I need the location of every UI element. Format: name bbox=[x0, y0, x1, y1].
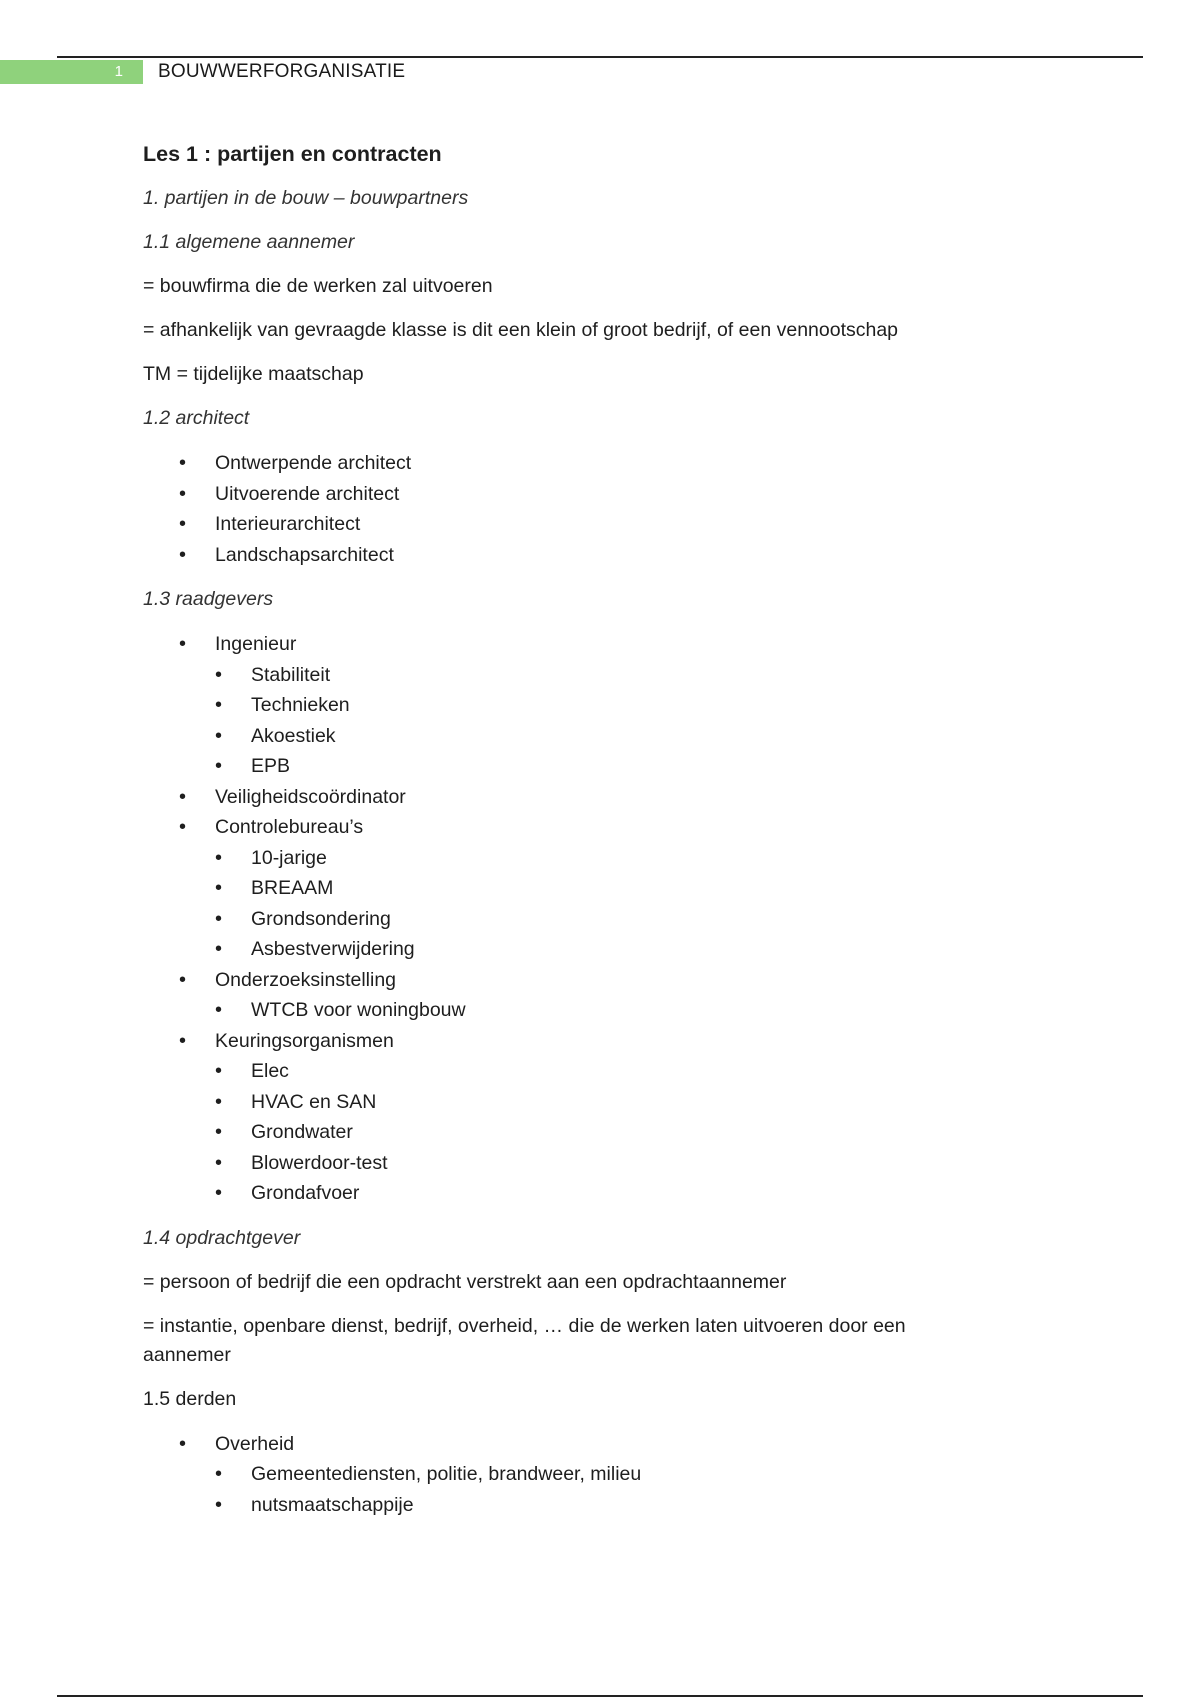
derden-list bbox=[143, 1429, 973, 1521]
sub-list-item: • Grondafvoer bbox=[215, 1178, 973, 1209]
section-heading: 1. partijen in de bouw – bouwpartners bbox=[143, 187, 469, 209]
page-number: 1 bbox=[114, 63, 123, 80]
list-item bbox=[143, 812, 973, 965]
sub-list-item: • Elec bbox=[215, 1056, 973, 1087]
list-item bbox=[143, 965, 973, 1026]
list-item-label: Controlebureau’s bbox=[215, 816, 364, 838]
sub-list-item: • Grondwater bbox=[215, 1117, 973, 1148]
sub-list bbox=[215, 1459, 973, 1520]
sub-list-item: • EPB bbox=[215, 751, 973, 782]
lesson-title: Les 1 : partijen en contracten bbox=[143, 142, 442, 166]
sub-list-item: • BREAAM bbox=[215, 873, 973, 904]
sub-list-item: • nutsmaatschappije bbox=[215, 1490, 973, 1521]
list-item bbox=[143, 629, 973, 782]
list-item: • Interieurarchitect bbox=[143, 509, 973, 540]
sub-list-item: • Gemeentediensten, politie, brandweer, milieu bbox=[215, 1459, 973, 1490]
sub-list-item: • HVAC en SAN bbox=[215, 1087, 973, 1118]
sub-list-item: • Akoestiek bbox=[215, 721, 973, 752]
paragraph: TM = tijdelijke maatschap bbox=[143, 363, 364, 385]
raadgevers-list bbox=[143, 629, 973, 1209]
list-item-label: Ingenieur bbox=[215, 633, 297, 655]
list-item-label: Onderzoeksinstelling bbox=[215, 968, 397, 991]
section-heading: 1.5 derden bbox=[143, 1387, 237, 1410]
list-item-label: Keuringsorganismen bbox=[215, 1029, 394, 1052]
section-heading: 1.1 algemene aannemer bbox=[143, 231, 355, 253]
sub-list-item: • Grondsondering bbox=[215, 904, 973, 935]
list-item-label: Overheid bbox=[215, 1432, 295, 1455]
paragraph: = afhankelijk van gevraagde klasse is dit een klein of groot bedrijf, of een vennootschap bbox=[143, 319, 899, 341]
sub-list bbox=[215, 660, 973, 782]
sub-list-item: • Stabiliteit bbox=[215, 660, 973, 691]
list-item bbox=[143, 1429, 973, 1521]
section-heading: 1.3 raadgevers bbox=[143, 588, 274, 610]
list-item: • Ontwerpende architect bbox=[143, 448, 973, 479]
page-number-tab bbox=[0, 60, 143, 84]
sub-list bbox=[215, 843, 973, 965]
list-item bbox=[143, 1026, 973, 1209]
sub-list bbox=[215, 995, 973, 1026]
list-item-label: Veiligheidscoördinator bbox=[215, 785, 406, 808]
sub-list-item: • Technieken bbox=[215, 690, 973, 721]
section-heading: 1.2 architect bbox=[143, 407, 250, 429]
sub-list-item: • Blowerdoor-test bbox=[215, 1148, 973, 1179]
header-rule bbox=[57, 56, 1143, 58]
paragraph: = instantie, openbare dienst, bedrijf, overheid, … die de werken laten uitvoeren door een aannemer bbox=[143, 1314, 906, 1366]
list-item: • Landschapsarchitect bbox=[143, 540, 973, 571]
sub-list-item: • WTCB voor woningbouw bbox=[215, 995, 973, 1026]
section-heading: 1.4 opdrachtgever bbox=[143, 1226, 301, 1249]
list-item bbox=[143, 782, 973, 813]
document-body bbox=[143, 140, 973, 1535]
sub-list-item: • 10-jarige bbox=[215, 843, 973, 874]
sub-list-item: • Asbestverwijdering bbox=[215, 934, 973, 965]
paragraph: = bouwfirma die de werken zal uitvoeren bbox=[143, 275, 493, 297]
sub-list bbox=[215, 1056, 973, 1209]
header-title: BOUWWERFORGANISATIE bbox=[158, 61, 406, 82]
architect-list bbox=[143, 448, 973, 570]
list-item: • Uitvoerende architect bbox=[143, 479, 973, 510]
footer-rule bbox=[57, 1695, 1143, 1697]
paragraph: = persoon of bedrijf die een opdracht verstrekt aan een opdrachtaannemer bbox=[143, 1270, 787, 1293]
